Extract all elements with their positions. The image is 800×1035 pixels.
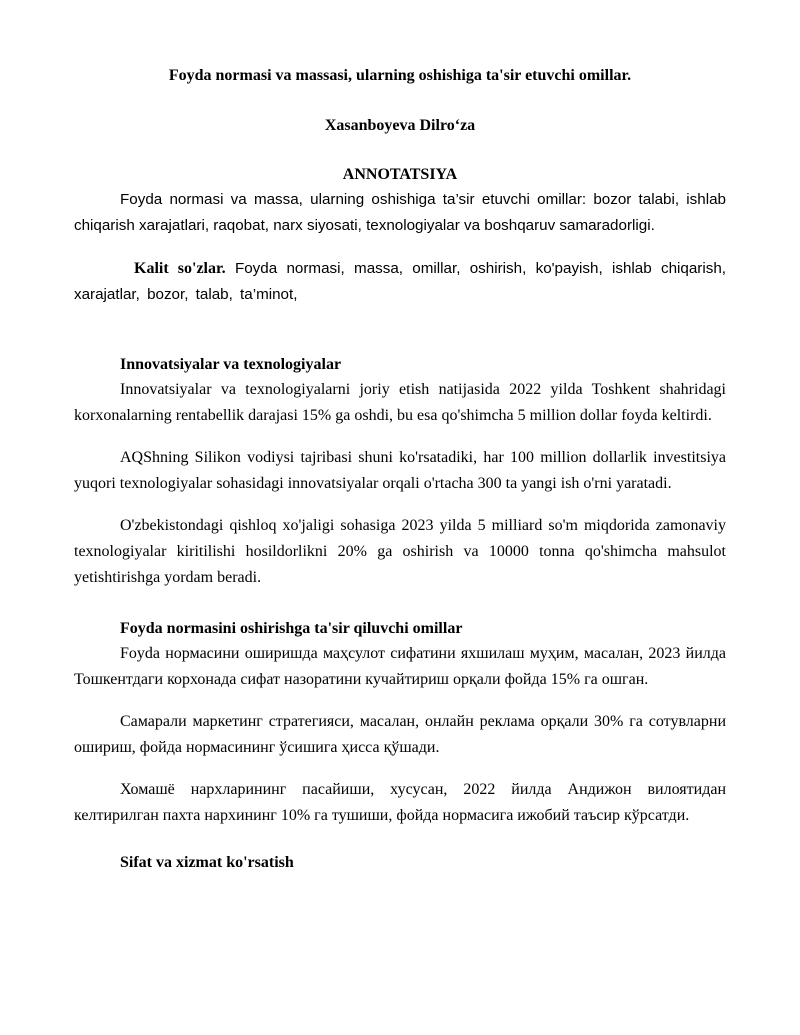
section-paragraph: Innovatsiyalar va texnologiyalarni joriy etish natijasida 2022 yilda Toshkent shahridagi korxonalarning rentabellik darajasi 15% ga oshdi, bu esa qo'shimcha 5 million dollar foyda keltirdi.	[74, 381, 726, 424]
document-page	[74, 64, 726, 875]
section-paragraph: AQShning Silikon vodiysi tajribasi shuni ko'rsatadiki, har 100 million dollarlik investitsiya yuqori texnologiyalar sohasidagi innovatsiyalar orqali o'rtacha 300 ta yangi ish o'rni yaratadi.	[74, 449, 726, 492]
keywords-label: Kalit so'zlar.	[134, 260, 226, 277]
section-heading: Sifat va xizmat ko'rsatish	[120, 854, 294, 871]
section-paragraph: Хомашё нархларининг пасайиши, хусусан, 2022 йилда Андижон вилоятидан келтирилган пахта нархининг 10% га тушиши, фойда нормасига ижобий таъсир кўрсатди.	[74, 781, 726, 824]
annotation-heading: ANNOTATSIYA	[342, 166, 458, 183]
annotation-text: Foyda normasi va massa, ularning oshishiga ta’sir etuvchi omillar: bozor talabi, ishlab chiqarish xarajatlari, raqobat, narx siyosati, texnologiyalar va boshqaruv samaradorligi.	[74, 191, 726, 234]
section-heading: Foyda normasini oshirishga ta'sir qiluvchi omillar	[120, 620, 463, 637]
section-paragraph: Самарали маркетинг стратегияси, масалан, онлайн реклама орқали 30% га сотувларни ошириш, фойда нормасининг ўсишига ҳисса қўшади.	[74, 713, 726, 756]
section-paragraph: Foyda нормасини оширишда маҳсулот сифатини яхшилаш муҳим, масалан, 2023 йилда Тошкентдаги корхонада сифат назоратини кучайтириш орқали фойда 15% га ошган.	[74, 645, 726, 688]
section-paragraph: O'zbekistondagi qishloq xo'jaligi sohasiga 2023 yilda 5 milliard so'm miqdorida zamonaviy texnologiyalar kiritilishi hosildorlikni 20% ga oshirish va 10000 tonna qo'shimcha mahsulot yetishtirishga yordam beradi.	[74, 517, 726, 586]
section-heading: Innovatsiyalar va texnologiyalar	[120, 356, 342, 373]
author-name: Xasanboyeva Dilro‘za	[324, 117, 476, 134]
keywords-list: Foyda normasi, massa, omillar, oshirish, ko'payish, ishlab chiqarish, xarajatlar, bozor, talab, ta’minot,	[74, 260, 726, 303]
keywords-paragraph	[74, 256, 726, 307]
document-title: Foyda normasi va massasi, ularning oshishiga ta'sir etuvchi omillar.	[168, 67, 632, 84]
